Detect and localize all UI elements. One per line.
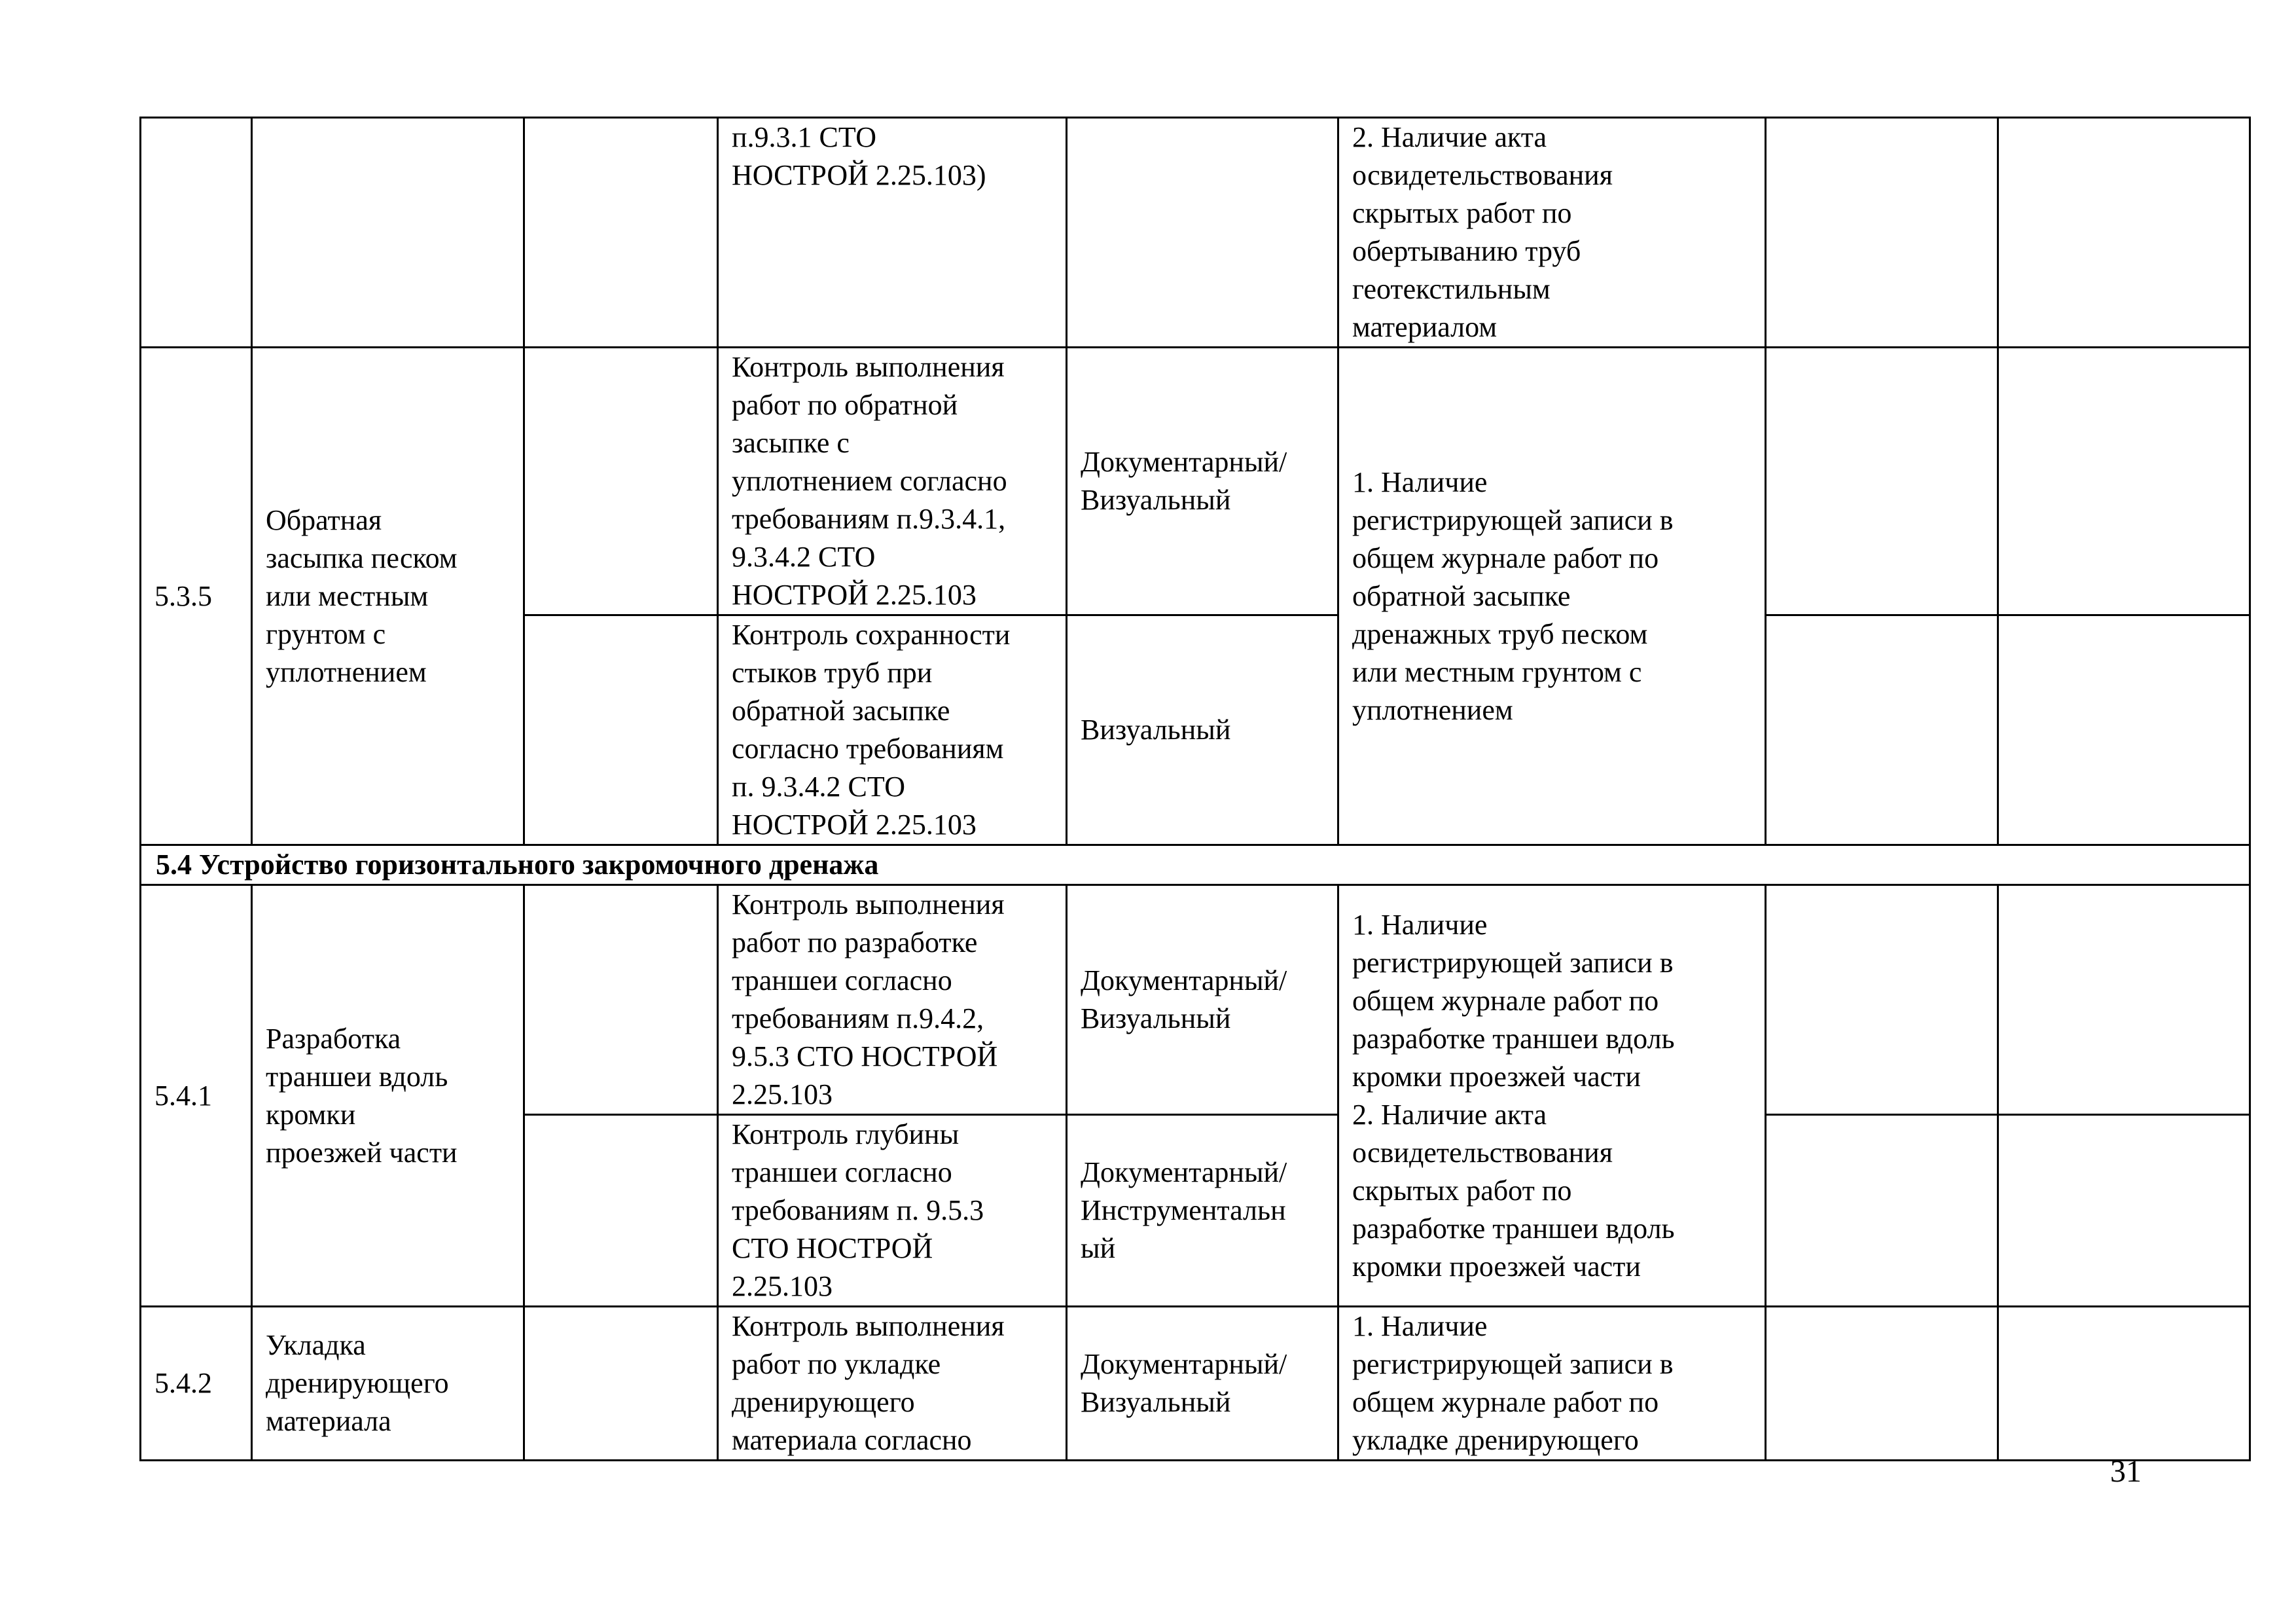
cell-empty [1766,615,1998,845]
section-title: 5.4 Устройство горизонтального закромочного дренажа [141,845,2250,885]
cell-empty [1766,1115,1998,1307]
cell-empty [524,118,718,348]
cell-empty [1766,1307,1998,1461]
control-description: п.9.3.1 СТО НОСТРОЙ 2.25.103) [718,118,1067,348]
work-name [252,118,524,348]
row-number: 5.4.2 [141,1307,252,1461]
documentation: 1. Наличие регистрирующей записи в общем журнале работ по укладке дренирующего [1338,1307,1766,1461]
cell-empty [524,615,718,845]
cell-empty [524,885,718,1115]
table-row [141,348,2250,615]
table-row [141,118,2250,348]
cell-empty [1766,348,1998,615]
control-description: Контроль выполнения работ по разработке траншеи согласно требованиям п.9.4.2, 9.5.3 СТО НОСТРОЙ 2.25.103 [718,885,1067,1115]
table-row [141,885,2250,1115]
section-header-row [141,845,2250,885]
control-description: Контроль глубины траншеи согласно требованиям п. 9.5.3 СТО НОСТРОЙ 2.25.103 [718,1115,1067,1307]
documentation: 1. Наличие регистрирующей записи в общем журнале работ по обратной засыпке дренажных труб песком или местным грунтом с уплотнением [1338,348,1766,845]
cell-empty [1766,118,1998,348]
control-method: Документарный/ Визуальный [1067,885,1338,1115]
cell-empty [1998,1307,2250,1461]
row-number [141,118,252,348]
control-method: Документарный/ Визуальный [1067,348,1338,615]
work-name: Разработка траншеи вдоль кромки проезжей части [252,885,524,1307]
cell-empty [1998,348,2250,615]
cell-empty [1766,885,1998,1115]
control-description: Контроль сохранности стыков труб при обратной засыпке согласно требованиям п. 9.3.4.2 СТО НОСТРОЙ 2.25.103 [718,615,1067,845]
cell-empty [1998,615,2250,845]
row-number: 5.4.1 [141,885,252,1307]
documentation: 1. Наличие регистрирующей записи в общем журнале работ по разработке траншеи вдоль кромки проезжей части 2. Наличие акта освидетельствования скрытых работ по разработке траншеи вдоль кромки проезжей части [1338,885,1766,1307]
control-method: Визуальный [1067,615,1338,845]
control-description: Контроль выполнения работ по укладке дренирующего материала согласно [718,1307,1067,1461]
control-description: Контроль выполнения работ по обратной засыпке с уплотнением согласно требованиям п.9.3.4.1, 9.3.4.2 СТО НОСТРОЙ 2.25.103 [718,348,1067,615]
work-name: Укладка дренирующего материала [252,1307,524,1461]
work-name: Обратная засыпка песком или местным грунтом с уплотнением [252,348,524,845]
cell-empty [524,1115,718,1307]
control-method [1067,118,1338,348]
table-row [141,1307,2250,1461]
control-method: Документарный/ Визуальный [1067,1307,1338,1461]
cell-empty [1998,1115,2250,1307]
row-number: 5.3.5 [141,348,252,845]
requirements-table [139,117,2251,1461]
cell-empty [524,1307,718,1461]
page-number: 31 [2110,1454,2142,1489]
cell-empty [524,348,718,615]
cell-empty [1998,118,2250,348]
control-method: Документарный/ Инструментальн ый [1067,1115,1338,1307]
cell-empty [1998,885,2250,1115]
documentation: 2. Наличие акта освидетельствования скрытых работ по обертыванию труб геотекстильным материалом [1338,118,1766,348]
